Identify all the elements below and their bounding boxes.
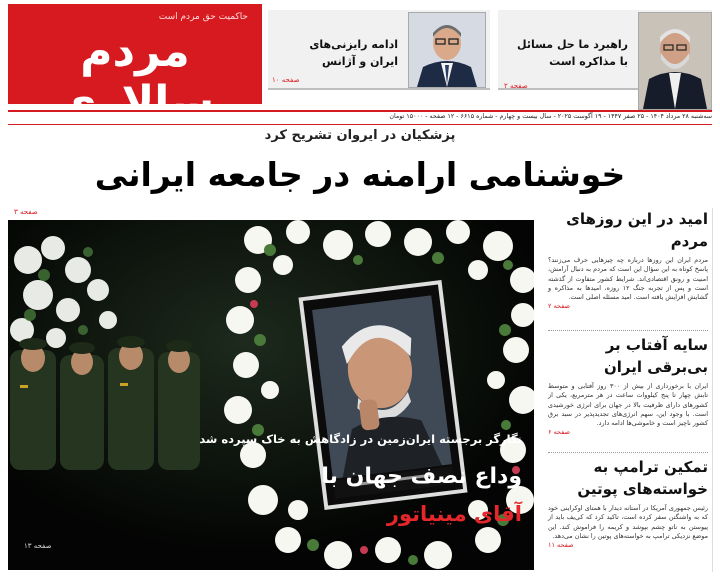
teaser-page: صفحه ۱۰ xyxy=(272,76,300,84)
side-story-page: صفحه ۲ xyxy=(548,302,571,311)
side-story-hope[interactable] xyxy=(548,208,708,310)
portrait-photo xyxy=(638,12,712,110)
logo-wordmark: مردم سالاری xyxy=(55,26,215,128)
side-story-page: صفحه ۶ xyxy=(548,428,571,437)
side-story-solar[interactable] xyxy=(548,334,708,436)
dateline-bar xyxy=(8,110,712,125)
logo-tagline: حاکمیت حق مردم است xyxy=(158,12,248,22)
side-story-body: مردم ایران این روزها درباره چه چیزهایی حرف می‌زنند؟ پاسخ کوتاه به این سؤال این است که مردم به دنبال آرامش، امنیت و رونق اقتصادی‌اند. شرایط کشور متفاوت از گذشته است و پس از تجربه جنگ ۱۲ روزه، امیدها به مذاکره و گشایش افزایش یافته است. امید مسئله اصلی است. xyxy=(548,256,709,302)
photo-headline[interactable]: وداع نصف جهان با xyxy=(321,464,522,489)
side-story-trump[interactable] xyxy=(548,456,708,549)
photo-page-ref: صفحه ۱۳ xyxy=(24,542,52,550)
dateline: سه‌شنبه ۲۸ مرداد ۱۴۰۴ - ۲۵ صفر ۱۴۴۷ - ۱۹ آگوست ۲۰۲۵ - سال بیست و چهارم - شماره ۶۶۱۵ - ۱۲ صفحه - ۱۵۰۰۰ تومان xyxy=(389,113,712,120)
portrait-photo xyxy=(408,12,486,88)
teaser-page: صفحه ۲ xyxy=(504,82,528,90)
portrait-illustration xyxy=(409,13,485,87)
side-story-title: سایه آفتاب بر بی‌برقی ایران xyxy=(603,336,708,376)
side-story-page: صفحه ۱۱ xyxy=(548,541,574,550)
teaser-title: ادامه رایزنی‌های xyxy=(309,38,398,51)
teaser-title: راهبرد ما حل مسائل xyxy=(517,38,628,51)
newspaper-logo[interactable] xyxy=(8,4,262,128)
side-story-body: رئیس جمهوری آمریکا در آستانه دیدار با همتای اوکراینی خود که به واشنگتن سفر کرده است، تاکید کرد که کی‌یف باید از پیوستن به ناتو چشم بپوشد و کریمه را فراموش کند. این موضع نزدیکی ترامپ به خواسته‌های پوتین را نشان می‌دهد. xyxy=(548,504,708,540)
teaser-title: با مذاکره است xyxy=(549,55,628,68)
side-story-title: امید در این روزهای مردم xyxy=(566,210,708,250)
divider xyxy=(548,452,708,453)
main-photo[interactable] xyxy=(8,220,534,570)
lead-headline[interactable]: خوشنامی ارامنه در جامعه ایرانی xyxy=(94,155,626,194)
divider xyxy=(548,330,708,331)
side-column xyxy=(544,208,713,572)
lead-kicker: پزشکیان در ایروان تشریح کرد xyxy=(264,128,456,143)
teaser-negotiation[interactable] xyxy=(498,10,712,90)
lead-page-ref: صفحه ۳ xyxy=(14,208,38,216)
photo-headline-name[interactable]: آقای مینیاتور xyxy=(386,502,522,526)
side-story-body: ایران با برخورداری از بیش از ۳۰۰ روز آفتابی و متوسط تابش چهار تا پنج کیلووات ساعت در هر مترمربع، یکی از کشورهای دارای ظرفیت بالا در جهان برای انرژی خورشیدی است. با وجود این، سهم انرژی‌های تجدیدپذیر در سبد برق کشور ناچیز است و خاموشی‌ها ادامه دارد. xyxy=(548,382,708,428)
teaser-iaea[interactable] xyxy=(268,10,490,90)
photo-kicker: نگارگر برجسته ایران‌زمین در زادگاهش به خاک سپرده شد xyxy=(199,432,522,446)
portrait-illustration xyxy=(639,13,711,109)
side-story-title: تمکین ترامپ به خواسته‌های پوتین xyxy=(577,458,708,498)
teaser-title: ایران و آژانس xyxy=(322,55,398,68)
